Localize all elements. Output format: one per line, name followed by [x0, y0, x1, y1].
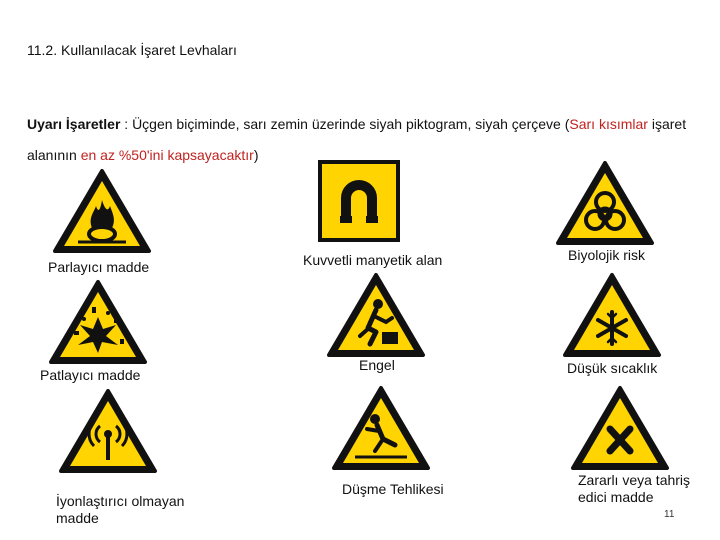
- intro-text-3: ): [253, 147, 259, 163]
- magnet-icon: [318, 160, 400, 242]
- sign-label-magnetic: Kuvvetli manyetik alan: [303, 252, 443, 268]
- intro-red-2: en az %50'ini kapsayacaktır: [80, 147, 254, 163]
- non-ionizing-radiation-icon: [58, 388, 158, 474]
- flame-over-circle-icon: [52, 168, 152, 254]
- sign-label-explosive: Patlayıcı madde: [40, 367, 141, 383]
- explosion-icon: [48, 279, 148, 365]
- intro-text-1: : Üçgen biçiminde, sarı zemin üzerinde siyah piktogram, siyah çerçeve (: [120, 116, 570, 132]
- biohazard-icon: [555, 160, 655, 246]
- sign-label-flammable: Parlayıcı madde: [48, 259, 150, 275]
- intro-text-2: işaret alanının: [27, 116, 687, 163]
- sign-label-slip-fall: Düşme Tehlikesi: [342, 481, 444, 497]
- sign-label-low-temp: Düşük sıcaklık: [567, 360, 658, 376]
- page-title: 11.2. Kullanılacak İşaret Levhaları: [27, 42, 237, 58]
- sign-label-obstacle: Engel: [359, 357, 395, 373]
- page-number: 11: [664, 509, 675, 520]
- sign-label-non-ionizing: İyonlaştırıcı olmayan madde: [56, 493, 185, 526]
- slip-fall-icon: [331, 385, 431, 471]
- intro-red-1: Sarı kısımlar: [569, 116, 648, 132]
- intro-bold: Uyarı İşaretler: [27, 116, 121, 132]
- harmful-x-icon: [570, 385, 670, 471]
- snowflake-icon: [562, 272, 662, 358]
- sign-label-biohazard: Biyolojik risk: [568, 247, 646, 263]
- obstacle-icon: [326, 272, 426, 358]
- sign-label-harmful: Zararlı veya tahriş edici madde: [578, 472, 691, 505]
